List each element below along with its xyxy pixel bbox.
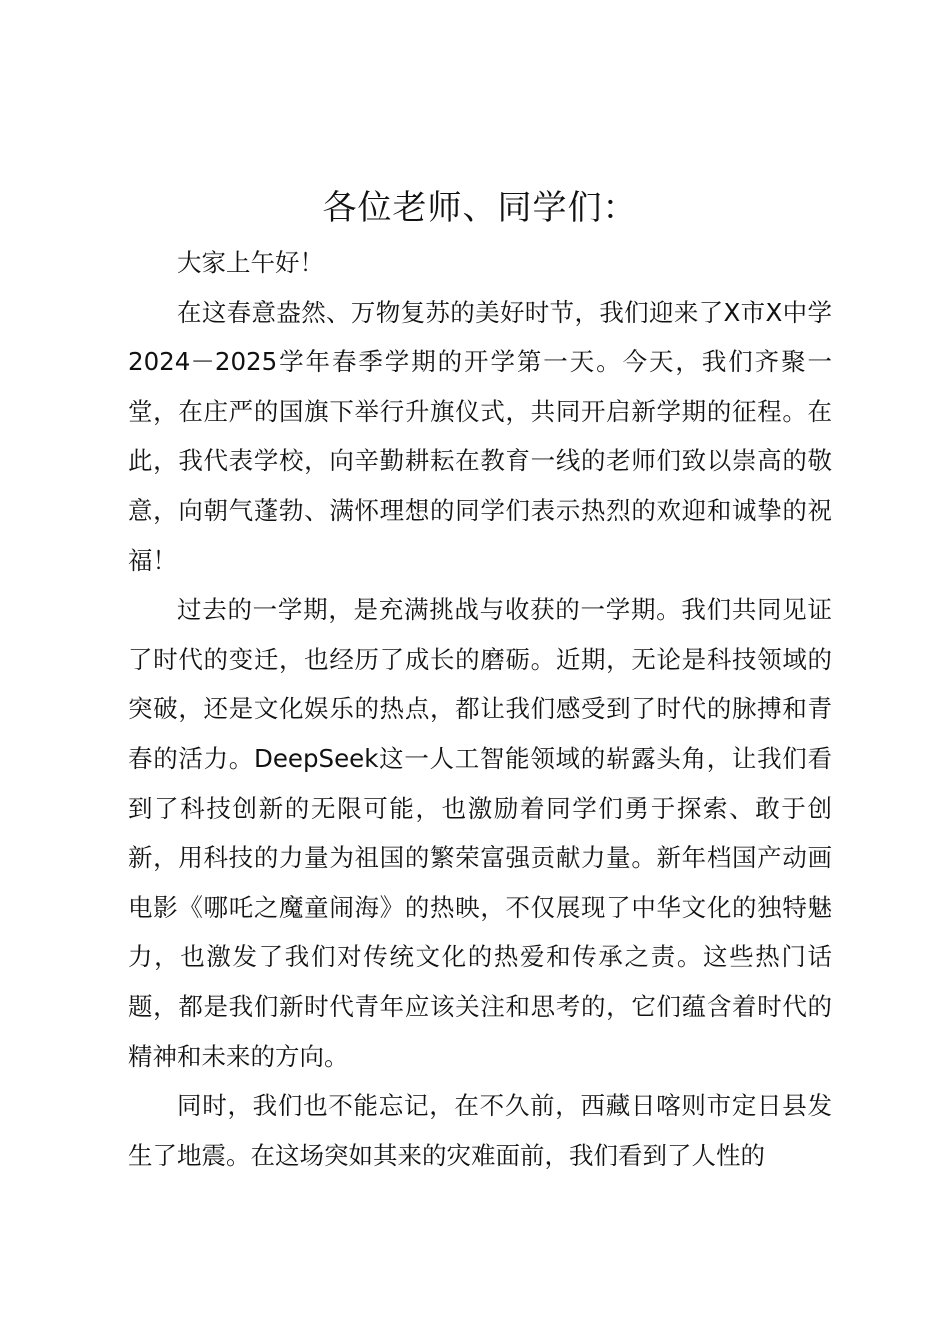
speech-salutation: 各位老师、同学们： <box>322 188 638 228</box>
earthquake-paragraph: 同时，我们也不能忘记，在不久前，西藏日喀则市定日县发生了地震。在这场突如其来的灾难面前，我们看到了人性的 <box>128 1091 832 1170</box>
opening-paragraph: 在这春意盎然、万物复苏的美好时节，我们迎来了X市X中学2024－2025学年春季学期的开学第一天。今天，我们齐聚一堂，在庄严的国旗下举行升旗仪式，共同开启新学期的征程。在此，我代表学校，向辛勤耕耘在教育一线的老师们致以崇高的敬意，向朝气蓬勃、满怀理想的同学们表示热烈的欢迎和诚挚的祝福！ <box>128 297 832 575</box>
greeting-paragraph: 大家上午好！ <box>177 248 324 277</box>
speech-body <box>128 178 832 1180</box>
past-semester-paragraph: 过去的一学期，是充满挑战与收获的一学期。我们共同见证了时代的变迁，也经历了成长的磨砺。近期，无论是科技领域的突破，还是文化娱乐的热点，都让我们感受到了时代的脉搏和青春的活力。DeepSeek这一人工智能领域的崭露头角，让我们看到了科技创新的无限可能，也激励着同学们勇于探索、敢于创新，用科技的力量为祖国的繁荣富强贡献力量。新年档国产动画电影《哪吒之魔童闹海》的热映，不仅展现了中华文化的独特魅力，也激发了我们对传统文化的热爱和传承之责。这些热门话题，都是我们新时代青年应该关注和思考的，它们蕴含着时代的精神和未来的方向。 <box>128 595 832 1071</box>
